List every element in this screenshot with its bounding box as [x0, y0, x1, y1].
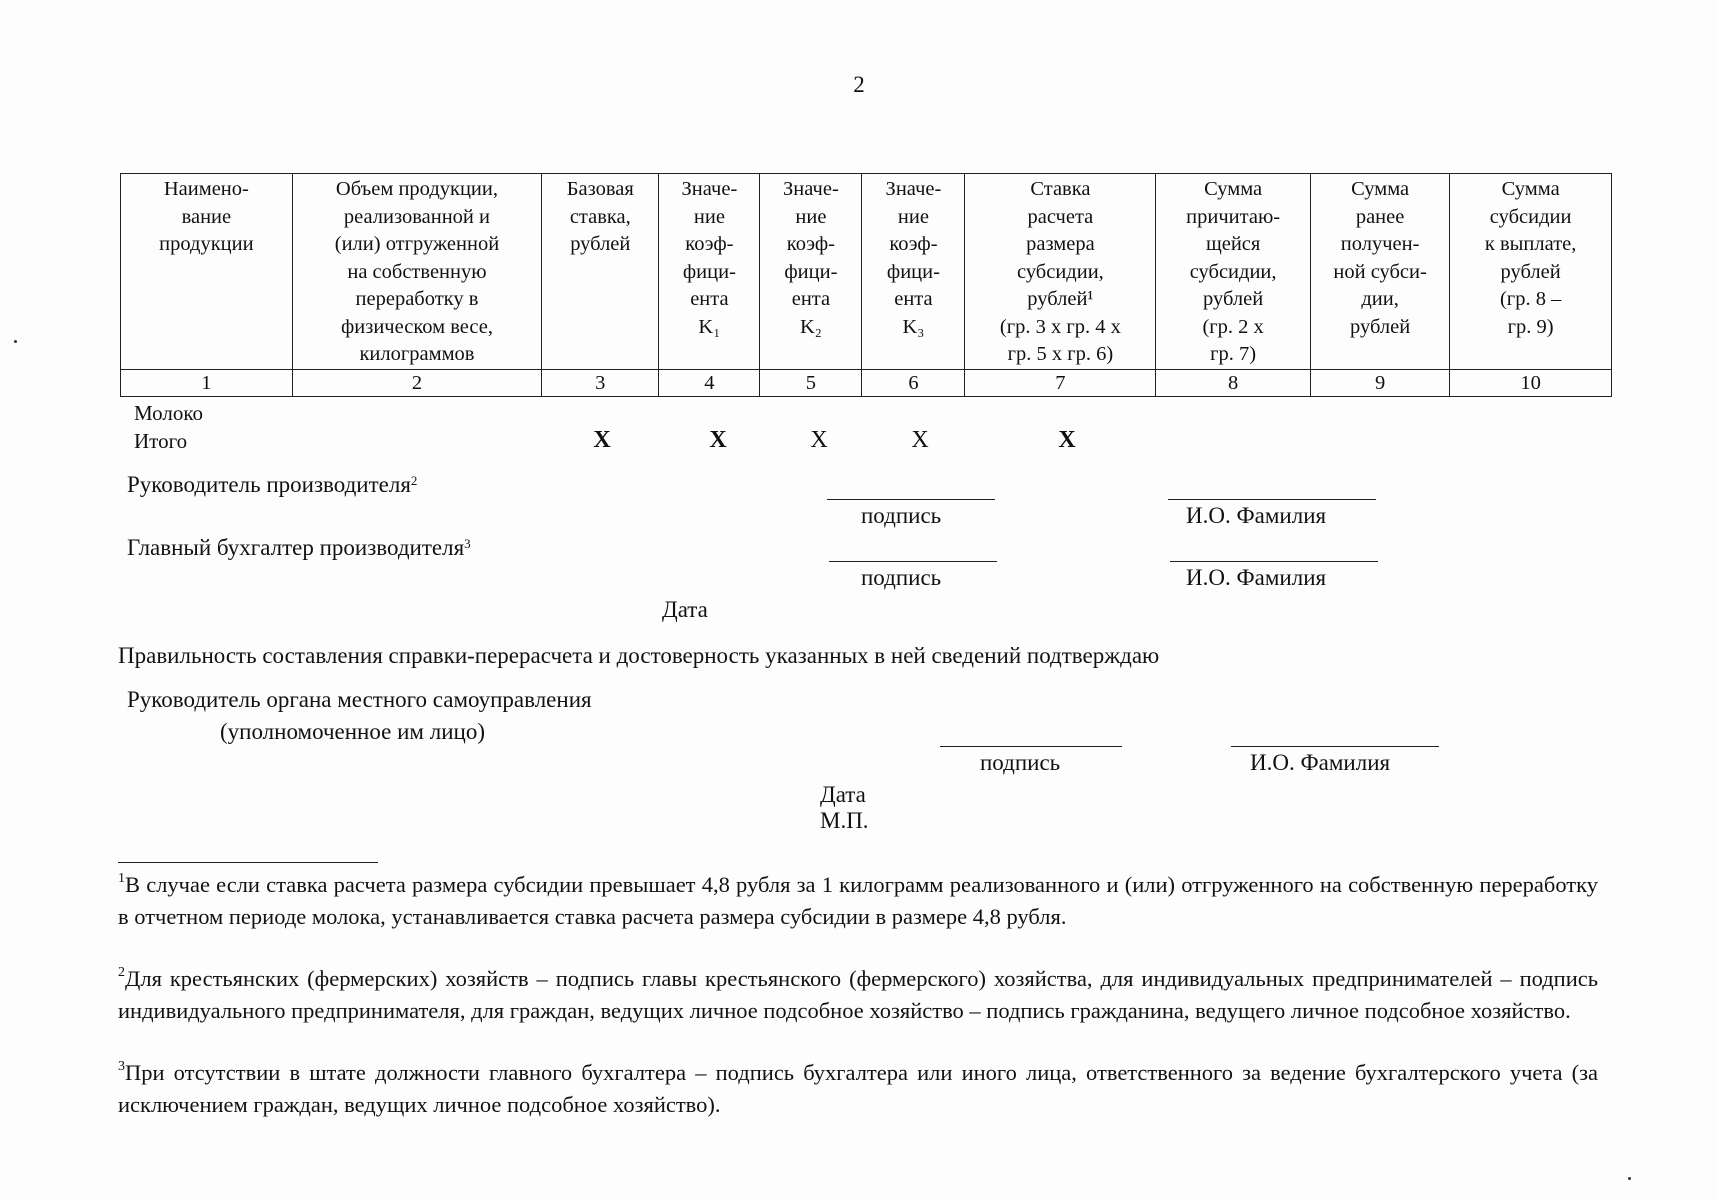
header-cell: Объем продукции, реализованной и (или) отгруженной на собственную переработку в физическом весе, килограммов [292, 174, 542, 370]
header-cell: Значе- ние коэф- фици- ента K₁ [659, 174, 760, 370]
table-header-row [121, 174, 1612, 370]
column-number: 6 [862, 369, 965, 396]
producer-date-label: Дата [662, 597, 708, 622]
column-number: 5 [760, 369, 862, 396]
producer-head-label: Руководитель производителя$^2$ [127, 472, 418, 497]
signature-caption: подпись [861, 565, 942, 590]
header-cell: Ставка расчета размера субсидии, рублей¹ (гр. 3 х гр. 4 х гр. 5 х гр. 6) [965, 174, 1156, 370]
total-mark-col3: X [593, 427, 611, 453]
subsidy-table [120, 173, 1612, 397]
confirmation-text: Правильность составления справки-перерасчета и достоверность указанных в ней сведений подтверждаю [118, 643, 1160, 668]
signature-caption: подпись [861, 503, 942, 528]
page-number: 2 [853, 72, 865, 97]
scan-speck [14, 340, 17, 343]
column-number: 4 [659, 369, 760, 396]
total-mark-col7: X [1058, 427, 1076, 453]
total-mark-col6: X [911, 427, 929, 453]
stamp-label: М.П. [820, 808, 869, 833]
name-caption: И.О. Фамилия [1250, 750, 1391, 775]
total-mark-col5: X [810, 427, 828, 453]
column-number: 2 [292, 369, 542, 396]
header-cell: Базовая ставка, рублей [542, 174, 659, 370]
signature-caption: подпись [980, 750, 1061, 775]
footnote-2: $^2$Для крестьянских (фермерских) хозяйств – подпись главы крестьянского (фермерского) хозяйства, для индивидуальных предпринимателей – подпись индивидуального предпринимателя, для граждан, ведущих личное подсобное хозяйство – подпись гражданина, ведущего личное подсобное хозяйство. [118, 965, 1598, 1023]
header-cell: Сумма причитаю- щейся субсидии, рублей (гр. 2 х гр. 7) [1156, 174, 1311, 370]
footnote-1: $^1$В случае если ставка расчета размера субсидии превышает 4,8 рубля за 1 килограмм реализованного и (или) отгруженного на собственную переработку в отчетном периоде молока, устанавливается ставка расчета размера субсидии в размере 4,8 рубля. [118, 871, 1598, 929]
column-number: 9 [1310, 369, 1449, 396]
local-government-head-label: Руководитель органа местного самоуправления [127, 687, 592, 712]
column-number-row [121, 369, 1612, 396]
column-number: 10 [1450, 369, 1612, 396]
header-cell: Наимено- вание продукции [121, 174, 293, 370]
row-label-milk: Молоко [134, 401, 203, 425]
header-cell: Значе- ние коэф- фици- ента K₃ [862, 174, 965, 370]
footnote-separator [118, 862, 378, 863]
chief-accountant-signature-line [829, 561, 997, 562]
official-date-label: Дата [820, 782, 866, 807]
header-cell: Сумма субсидии к выплате, рублей (гр. 8 – гр. 9) [1450, 174, 1612, 370]
producer-head-signature-line [827, 499, 995, 500]
total-mark-col4: X [709, 427, 727, 453]
column-number: 1 [121, 369, 293, 396]
column-number: 3 [542, 369, 659, 396]
scan-speck [1628, 1177, 1631, 1180]
name-caption: И.О. Фамилия [1186, 565, 1327, 590]
column-number: 8 [1156, 369, 1311, 396]
official-signature-line [940, 746, 1122, 747]
official-name-line [1231, 746, 1439, 747]
header-cell: Сумма ранее получен- ной субси- дии, рублей [1310, 174, 1449, 370]
footnote-3: $^3$При отсутствии в штате должности главного бухгалтера – подпись бухгалтера или иного лица, ответственного за ведение бухгалтерского учета (за исключением граждан, ведущих личное подсобное хозяйство). [118, 1059, 1598, 1117]
producer-head-name-line [1168, 499, 1376, 500]
column-number: 7 [965, 369, 1156, 396]
header-cell: Значе- ние коэф- фици- ента K₂ [760, 174, 862, 370]
authorized-person-label: (уполномоченное им лицо) [220, 719, 485, 744]
chief-accountant-name-line [1170, 561, 1378, 562]
row-label-total: Итого [134, 429, 188, 453]
chief-accountant-label: Главный бухгалтер производителя$^3$ [127, 535, 471, 560]
name-caption: И.О. Фамилия [1186, 503, 1327, 528]
